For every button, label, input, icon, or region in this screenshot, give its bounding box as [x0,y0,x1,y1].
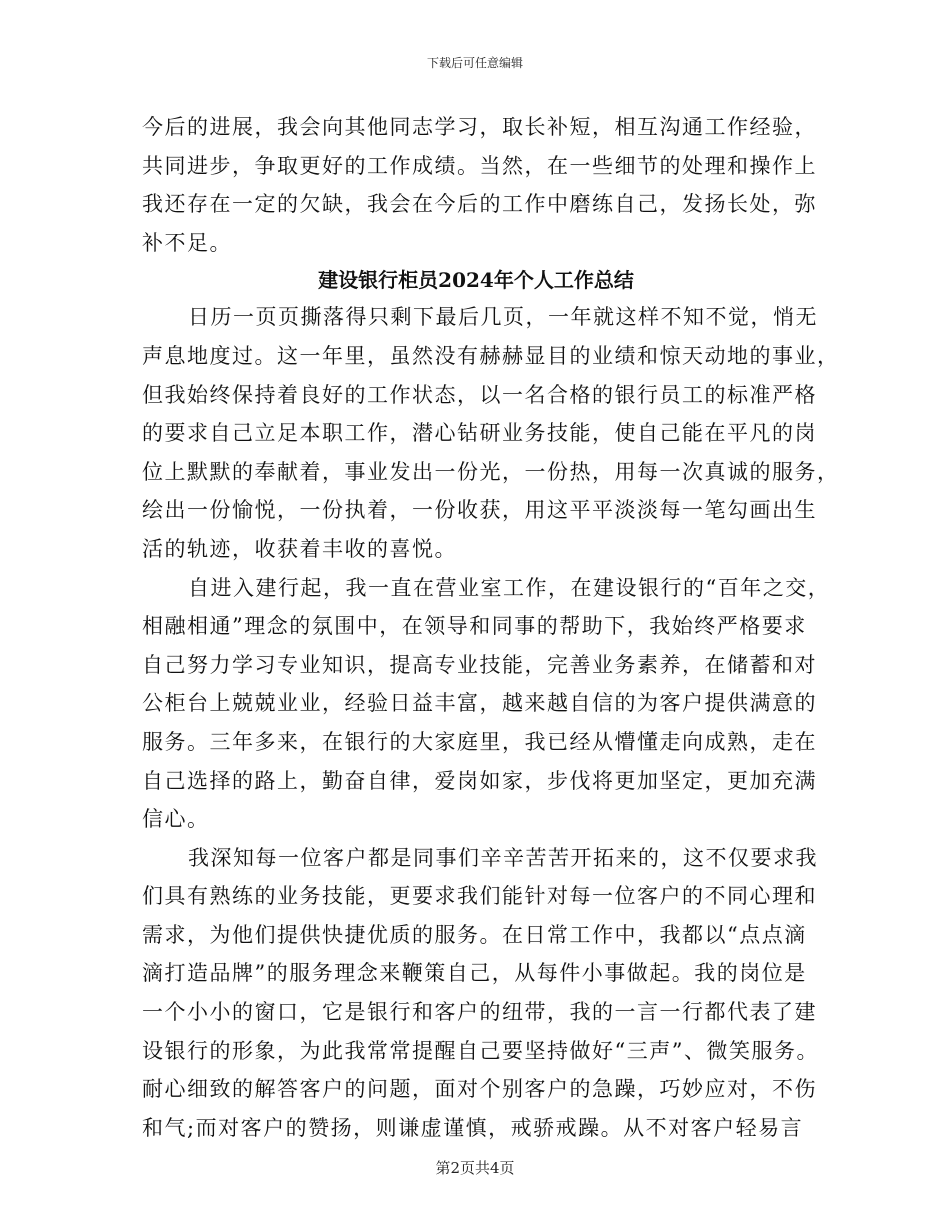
text-line: 信心。 [142,807,210,832]
text-line: 活的轨迹，收获着丰收的喜悦。 [142,536,457,561]
text-line: 今后的进展，我会向其他同志学习，取长补短，相互沟通工作经验， [142,115,817,139]
text-line: 一个小小的窗口，它是银行和客户的纽带，我的一言一行都代表了建 [142,1000,817,1025]
text-line: 但我始终保持着良好的工作状态，以一名合格的银行员工的标准严格 [142,382,817,407]
paragraph-3 [142,839,819,1148]
text-line: 的要求自己立足本职工作，潜心钻研业务技能，使自己能在平凡的岗 [142,421,817,446]
page-footer: 第2页共4页 [435,1159,515,1177]
page-header: 下载后可任意编辑 [426,56,523,70]
text-line: 日历一页页撕落得只剩下最后几页，一年就这样不知不觉，悄无 [188,305,818,330]
text-line: 我还存在一定的欠缺，我会在今后的工作中磨练自己，发扬长处，弥 [142,192,817,217]
text-line: 自己选择的路上，勤奋自律，爱岗如家，步伐将更加坚定，更加充满 [142,768,817,793]
text-line: 自己努力学习专业知识，提高专业技能，完善业务素养，在储蓄和对 [142,652,817,677]
text-line: 公柜台上兢兢业业，经验日益丰富，越来越自信的为客户提供满意的 [142,691,817,716]
paragraph-1 [142,298,840,568]
text-line: 和气;而对客户的赞扬，则谦虚谨慎，戒骄戒躁。从不对客户轻易言 [142,1115,804,1140]
text-line: 补不足。 [142,230,232,255]
text-line: 需求，为他们提供快捷优质的服务。在日常工作中，我都以“点点滴 [142,922,807,947]
text-line: 滴打造品牌”的服务理念来鞭策自己，从每件小事做起。我的岗位是 [142,961,807,986]
text-line: 声息地度过。这一年里，虽然没有赫赫显目的业绩和惊天动地的事业， [142,343,840,368]
document-title: 建设银行柜员2024年个人工作总结 [318,268,634,293]
text-line: 我深知每一位客户都是同事们辛辛苦苦开拓来的，这不仅要求我 [188,845,818,870]
text-line: 自进入建行起，我一直在营业室工作，在建设银行的“百年之交， [188,575,831,600]
paragraph-2 [142,569,831,839]
text-line: 们具有熟练的业务技能，更要求我们能针对每一位客户的不同心理和 [142,884,817,909]
text-line: 耐心细致的解答客户的问题，面对个别客户的急躁，巧妙应对，不伤 [142,1077,817,1102]
text-line: 位上默默的奉献着，事业发出一份光，一份热，用每一次真诚的服务， [142,459,840,484]
intro-paragraph [142,108,817,262]
text-line: 绘出一份愉悦，一份执着，一份收获，用这平平淡淡每一笔勾画出生 [142,498,817,523]
text-line: 相融相通”理念的氛围中，在领导和同事的帮助下，我始终严格要求 [142,614,807,639]
document-body [142,108,840,1147]
text-line: 服务。三年多来，在银行的大家庭里，我已经从懵懂走向成熟，走在 [142,729,817,754]
text-line: 设银行的形象，为此我常常提醒自己要坚持做好“三声”、微笑服务。 [142,1038,819,1063]
text-line: 共同进步，争取更好的工作成绩。当然，在一些细节的处理和操作上 [142,153,817,178]
